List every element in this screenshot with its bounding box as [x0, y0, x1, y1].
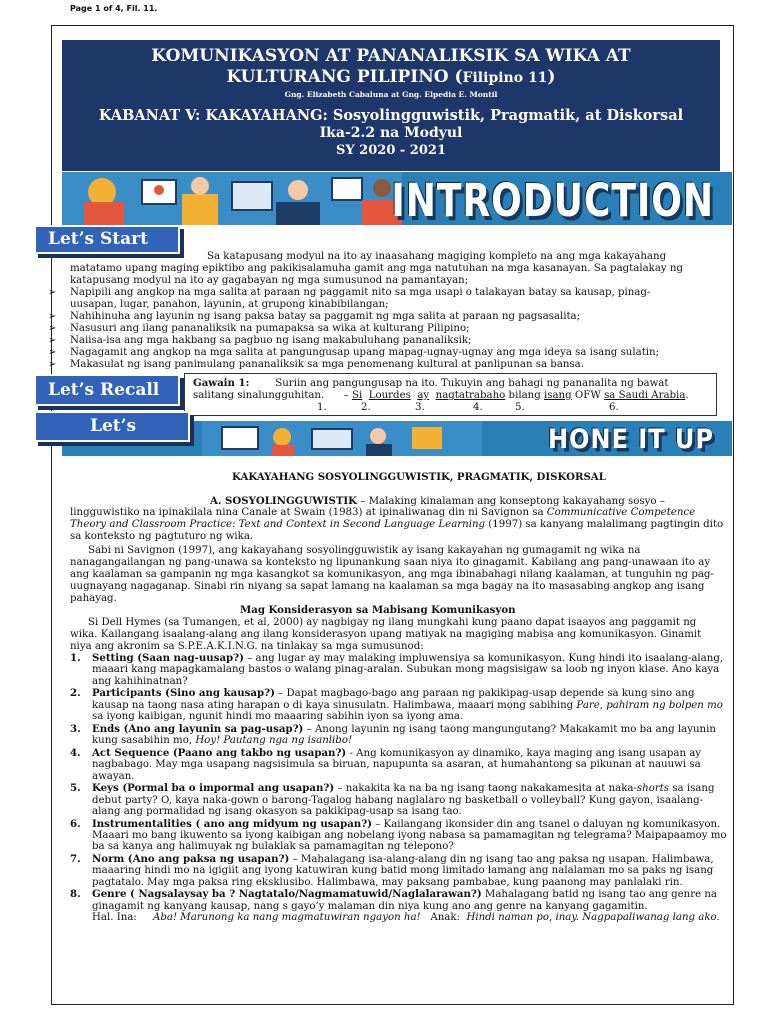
intro-text-line: matatamo upang maging epiktibo ang pakikisalamuha gamit ang mga natutuhan na mga kasanayan. Sa pagtalakay ng [70, 263, 683, 274]
kabanata-title: KABANAT V: KAKAYAHANG: Sosyolingguwistik, Pragmatik, at Diskorsal [98, 107, 684, 124]
underlined-word: Si [351, 390, 363, 401]
bullet-arrow-icon: ➢ [48, 335, 57, 346]
para-1-line: lingguwistiko na ipinakilala nina Canale at Swain (1983) at ipinaliwanag din ni Savignon sa Communicative Competence [70, 507, 696, 518]
section-title: KAKAYAHANG SOSYOLINGGUWISTIK, PRAGMATIK, DISKORSAL [232, 471, 606, 483]
page-label: Page 1 of 4, Fil. 11. [70, 4, 158, 13]
list-item: 1. Setting (Saan nag-uusap?) – ang lugar ay may malaking impluwensiya sa komunikasyon. Kung hindi ito isaalang-alang, maaari kang mapagkamalang bastos o walang pinag-aralan. Subukan mong magsisigaw sa loob ng inyon klase. Ano kaya ang kahihinatnan? [70, 652, 724, 687]
underlined-word: sa Saudi Arabia [604, 390, 686, 401]
bullet-arrow-icon: ➢ [48, 359, 57, 370]
speaking-list [70, 653, 730, 925]
sub-a-heading: A. SOSYOLINGGUWISTIK [210, 495, 358, 507]
gawain-instruction: Suriin ang pangungusap na ito. Tukuyin ang bahagi ng pananalita ng bawat [275, 378, 669, 389]
para-2-line: Sabi ni Savignon (1997), ang kakayahang sosyolingguwistik ay isang kakayahan ng gumagamit ng wika na [88, 545, 641, 556]
list-item: 4. Act Sequence (Paano ang takbo ng usapan?) - Ang komunikasyon ay dinamiko, kaya maging ang isang usapan ay nagbabago. May mga usapang nagsisimula sa biruan, napupunta sa asaran, at humahantong sa pikunan at nauuwi sa awayan. [70, 746, 702, 782]
objective-item: Nasusuri ang ilang pananaliksik na pumapaksa sa wika at kulturang Pilipino; [70, 323, 470, 334]
underlined-word: isang [544, 390, 572, 401]
modyul-label: Ika-2.2 na Modyul [319, 125, 463, 141]
hone-it-up-word: HONE IT UP [547, 424, 714, 455]
gawain-box: Gawain 1: Suriin ang pangungusap na ito. Tukuyin ang bahagi ng pananalita ng bawat salitang sinalungguhitan. – Si Lourdes ay nagtatrabaho bilang isang OFW sa Saudi Arabia. 1. 2. 3. 4. 5. 6. [184, 373, 717, 416]
module-header [62, 40, 720, 171]
para-2-line: nanagangailangan ng pang-unawa sa konteksto ng lipunankung saan niya ito ginagamit. Kabilang ang pang-unawaan ito ay [70, 557, 711, 568]
list-item: 8. Genre ( Nagsalaysay ba ? Nagtatalo/Nagmamatuwid/Naglalarawan?) Mahalagang batid ng isang tao ang genre na ginagamit ng kanyang kausap, nang s gayo’y malaman din niya kung ano ang genre na kanyang gagamitin. Hal. Ina: Aba! Marunong ka nang magmatuwiran ngayon ha! Anak: Hindi naman po, inay. Nagpapaliwanag lang ako. [70, 889, 730, 923]
blank-number: 2. [361, 402, 371, 413]
underlined-word: ay [417, 390, 430, 401]
blank-number: 4. [473, 402, 483, 413]
school-year: SY 2020 - 2021 [335, 143, 446, 158]
lets-label: Let’s [34, 411, 190, 442]
objective-item: Napipili ang angkop na mga salita at paraan ng paggamit nito sa mga usapi o talakayan batay sa kausap, pinag- [70, 287, 651, 298]
intro-text-line: katapusang modyul na ito ay gagabayan ng mga sumusunod na pamantayan; [70, 275, 469, 286]
objective-item: Nagagamit ang angkop na mga salita at pangungusap upang mapag-ugnay-ugnay ang mga ideya sa isang sulatin; [70, 347, 660, 358]
objective-item: Nahihinuha ang layunin ng isang paksa batay sa paggamit ng mga salita at paraan ng pagsasalita; [70, 311, 581, 322]
para-1-line: Theory and Classroom Practice: Text and Context in Second Language Learning (1997) sa kanyang malalimang pagtingin dito [70, 519, 724, 530]
underlined-word: Lourdes [368, 390, 411, 401]
blank-number: 1. [317, 402, 327, 413]
bullet-arrow-icon: ➢ [48, 323, 57, 334]
blank-number: 6. [609, 402, 619, 413]
objective-item: Naiisa-isa ang mga hakbang sa pagbuo ng isang makabuluhang pananaliksik; [70, 335, 472, 346]
sub-heading: Mag Konsiderasyon sa Mabisang Komunikasyon [240, 604, 516, 616]
lets-start-label: Let’s Start [34, 225, 180, 254]
bullet-arrow-icon: ➢ [48, 311, 57, 322]
introduction-word: INTRODUCTION [391, 176, 714, 225]
introduction-banner [62, 172, 732, 225]
blank-number: 3. [415, 402, 425, 413]
bullet-arrow-icon: ➢ [48, 347, 57, 358]
list-item: 5. Keys (Pormal ba o impormal ang usapan?) – nakakita ka na ba ng isang taong nakakamesita at naka-shorts sa isang debut party? O, kaya naka-gown o barong-Tagalog habang naglalaro ng basketball o volleyball? Kung gayon, isaalang-alang ang pormalidad ng isang okasyon sa pakikipag-usap sa isang tao. [70, 782, 715, 818]
para-1-line: sa konteksto ng pagtuturo ng wika. [70, 531, 254, 542]
bullet-arrow-icon: ➢ [48, 287, 57, 298]
list-item: 6. Instrumentalities ( ano ang midyum ng usapan?) – Kailangang ikonsider din ang tsanel o daluyan ng komunikasyon. Maaari mo bang ikuwento sa iyong kaibigan ang nobelang iyong nabasa sa pamamagitan ng telegrama? Maipapaamoy mo ba sa kanya ang halimuyak ng bulaklak sa pamamagitan ng telepono? [70, 817, 727, 853]
para-3-line: Si Dell Hymes (sa Tumangen, et al, 2000) ay nagbigay ng ilang mungkahi kung paano dapat isaayos ang paggamit ng [88, 617, 697, 628]
objective-item: uusapan, lugar, panahon, layunin, at grupong kinabibilangan; [70, 299, 389, 310]
title-subject: Filipino 11 [462, 70, 548, 86]
halimbawa-line: Hal. Ina: Aba! Marunong ka nang magmatuwiran ngayon ha! Anak: Hindi naman po, inay. Nagpapaliwanag lang ako. [92, 912, 720, 924]
intro-text-line: Sa katapusang modyul na ito ay inaasahang magiging kompleto na ang mga kakayahang [207, 251, 667, 262]
para-2-line: pahayag. [70, 593, 117, 604]
list-item: 2. Participants (Sino ang kausap?) – Dapat magbago-bago ang paraan ng pakikipag-usap depende sa kung sino ang kausap na taong nasa ating harapan o di kaya sinusulatn. Halimbawa, maaari mong sabihing Pare, pahiram ng bolpen mo sa iyong kaibigan, ngunit hindi mo maaaring sabihin iyon sa iyong ama. [70, 687, 723, 723]
para-3-line: niya ang akronim sa S.P.E.A.K.I.N.G. na tinlakay sa mga sumusunod: [70, 641, 424, 652]
lets-recall-label: Let’s Recall [34, 374, 180, 406]
study-illustration [62, 172, 402, 225]
sub-a-line: A. SOSYOLINGGUWISTIK – Malaking kinalaman ang konseptong kakayahang sosyo – [210, 495, 665, 507]
title-line-1: KOMUNIKASYON AT PANANALIKSIK SA WIKA AT [151, 46, 631, 66]
para-2-line: uugnayang nagaganap. Sinabi rin niyang sa sapat lamang na kaalaman sa mga bagay na ito masasabing angkop ang isang [70, 581, 705, 592]
list-item: 3. Ends (Ano ang layunin sa pag-usap?) – Anong layunin ng isang taong mangungutang? Makakamit mo ba ang layunin kung sasabihin mo, Hoy! Pautang nga ng isanlibo! [70, 722, 716, 747]
list-item: 7. Norm (Ano ang paksa ng usapan?) – Mahalagang isa-alang-alang din ng isang tao ang paksa ng usapan. Halimbawa, maaaring hindi mo na igigiit ang iyong katuwiran kung batid mong limitado lamang ang nalalaman mo sa paks ng isang pagtatalo. May mga paksa ring eksklusibo. Halimbawa, may paksang pambabae, kung paanong may panlalaki rin. [70, 853, 714, 888]
objective-item: Makasulat ng isang panimulang pananaliksik sa mga penomenang kultural at panlipunan sa bansa. [70, 359, 584, 370]
hone-illustration [202, 421, 482, 456]
authors: Gng. Elizabeth Cabaluna at Gng. Elpedia E. Montil [284, 90, 498, 99]
title-line-2: KULTURANG PILIPINO (Filipino 11) [226, 67, 556, 87]
para-2-line: ang kaalaman sa gampanin ng mga kasangkot sa komunikasyon, ang mga ibinabahagi nilang kaalaman, at tunguhin ng pag- [70, 569, 714, 580]
para-3-line: wika. Kailangang isaalang-alang ang ilang konsiderasyon upang matiyak na magiging mabisa ang komunikasyon. Ginamit [70, 629, 702, 640]
gawain-label: Gawain 1: [193, 377, 250, 389]
underlined-word: nagtatrabaho [435, 390, 506, 401]
blank-number: 5. [515, 402, 525, 413]
